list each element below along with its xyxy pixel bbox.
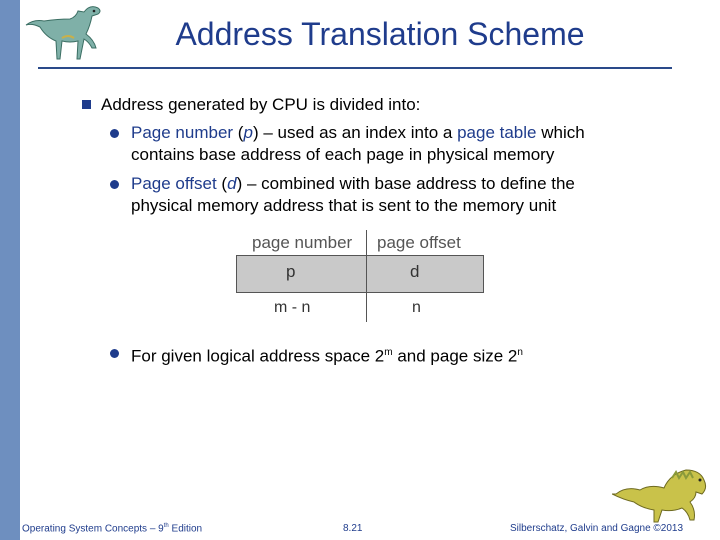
footer-authors: Silberschatz, Galvin and Gagne ©2013	[510, 523, 684, 534]
dinosaur-icon	[22, 2, 118, 72]
main-bullet-text: Address generated by CPU is divided into:	[101, 95, 421, 114]
field-divider	[366, 230, 367, 322]
exponent-m: m	[384, 347, 393, 358]
address-field-box	[236, 255, 484, 293]
footer-page-number: 8.21	[343, 523, 363, 534]
footer-book-title: Operating System Concepts – 9th Edition	[22, 523, 203, 535]
cell-p: p	[286, 262, 296, 281]
length-m-minus-n: m - n	[274, 299, 311, 316]
sub1-line2: contains base address of each page in physical memory	[131, 145, 555, 164]
term-page-offset: Page offset	[131, 174, 217, 193]
length-n: n	[412, 299, 421, 316]
round-bullet-icon	[110, 349, 119, 358]
sub-bullet-address-space: For given logical address space 2$^m$ and page size 2$^n$	[110, 342, 523, 368]
slide-title: Address Translation Scheme	[175, 16, 585, 52]
main-bullet	[82, 95, 420, 115]
header-page-number: page number	[252, 233, 353, 252]
term-page-number: Page number	[131, 123, 234, 142]
round-bullet-icon	[110, 180, 119, 189]
var-d: d	[227, 174, 237, 193]
title-underline	[38, 67, 672, 69]
sub-bullet-page-offset: Page offset (d) – combined with base address to define the physical memory address that is sent to the memory unit	[110, 173, 575, 217]
sub2-line2: physical memory address that is sent to the memory unit	[131, 196, 557, 215]
term-page-table: page table	[457, 123, 537, 142]
cell-d: d	[410, 262, 420, 281]
round-bullet-icon	[110, 129, 119, 138]
square-bullet-icon	[82, 100, 91, 109]
sub-bullet-page-number: Page number (p) – used as an index into a page table which contains base address of each page in physical memory	[110, 122, 585, 166]
exponent-n: n	[517, 347, 523, 358]
header-page-offset: page offset	[377, 233, 461, 252]
address-format-diagram	[230, 228, 490, 323]
var-p: p	[243, 123, 253, 142]
dinosaur-icon	[612, 466, 718, 530]
left-sidebar-bar	[0, 0, 20, 540]
